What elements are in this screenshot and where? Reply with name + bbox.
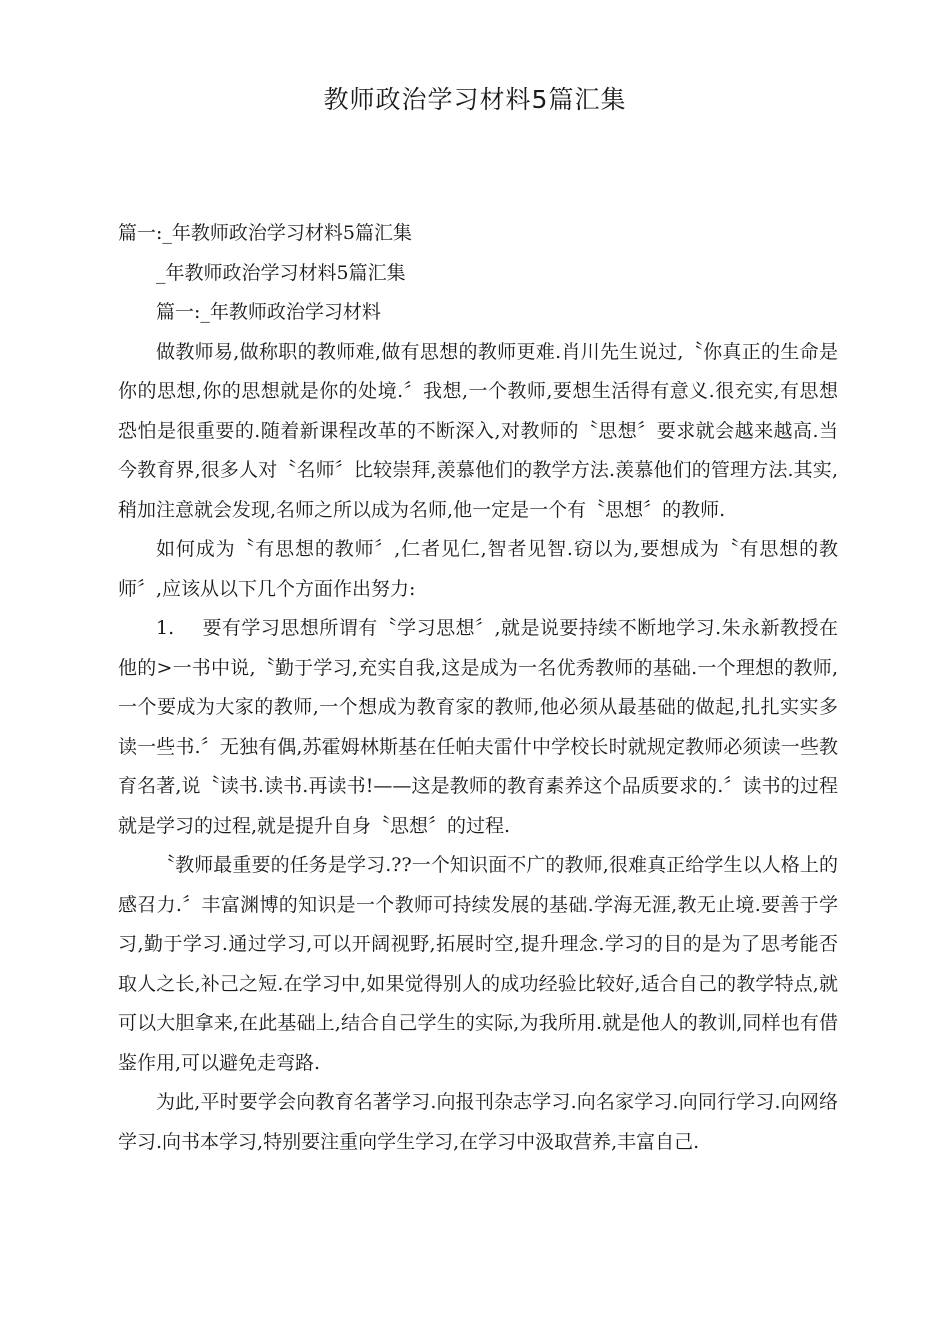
document-title: 教师政治学习材料5篇汇集 — [323, 85, 627, 114]
paragraph: 如何成为〝有思想的教师〞,仁者见仁,智者见智.窃以为,要想成为〝有思想的教师〞,应该从以下几个方面作出努力: — [118, 538, 838, 600]
section-heading: 篇一:_年教师政治学习材料5篇汇集 — [118, 222, 412, 244]
document-body — [118, 214, 838, 1162]
list-item-text: 要有学习思想所谓有〝学习思想〞,就是说要持续不断地学习.朱永新教授在他的>一书中说,〝勤于学习,充实自我,这是成为一名优秀教师的基础.一个理想的教师,一个要成为大家的教师,一个想成为教育家的教师,他必须从最基础的做起,扎扎实实多读一些书.〞无独有偶,苏霍姆林斯基在任帕夫雷什中学校长时就规定教师必须读一些教育名著,说〝读书.读书.再读书!——这是教师的教育素养这个品质要求的.〞读书的过程就是学习的过程,就是提升自身〝思想〞的过程. — [118, 617, 838, 837]
list-item — [118, 609, 838, 846]
subheading: 篇一:_年教师政治学习材料 — [156, 301, 381, 323]
paragraph: 为此,平时要学会向教育名著学习.向报刊杂志学习.向名家学习.向同行学习.向网络学习.向书本学习,特别要注重向学生学习,在学习中汲取营养,丰富自己. — [118, 1091, 838, 1153]
list-number: 1. — [156, 617, 175, 639]
paragraph: 〝教师最重要的任务是学习.??一个知识面不广的教师,很难真正给学生以人格上的感召力.〞丰富渊博的知识是一个教师可持续发展的基础.学海无涯,教无止境.要善于学习,勤于学习.通过学习,可以开阔视野,拓展时空,提升理念.学习的目的是为了思考能否取人之长,补己之短.在学习中,如果觉得别人的成功经验比较好,适合自己的教学特点,就可以大胆拿来,在此基础上,结合自己学生的实际,为我所用.就是他人的教训,同样也有借鉴作用,可以避免走弯路. — [118, 854, 838, 1074]
subheading: _年教师政治学习材料5篇汇集 — [156, 261, 406, 284]
paragraph: 做教师易,做称职的教师难,做有思想的教师更难.肖川先生说过,〝你真正的生命是你的思想,你的思想就是你的处境.〞我想,一个教师,要想生活得有意义.很充实,有思想恐怕是很重要的.随着新课程改革的不断深入,对教师的〝思想〞要求就会越来越高.当今教育界,很多人对〝名师〞比较崇拜,羡慕他们的教学方法.羡慕他们的管理方法.其实,稍加注意就会发现,名师之所以成为名师,他一定是一个有〝思想〞的教师. — [118, 340, 838, 521]
